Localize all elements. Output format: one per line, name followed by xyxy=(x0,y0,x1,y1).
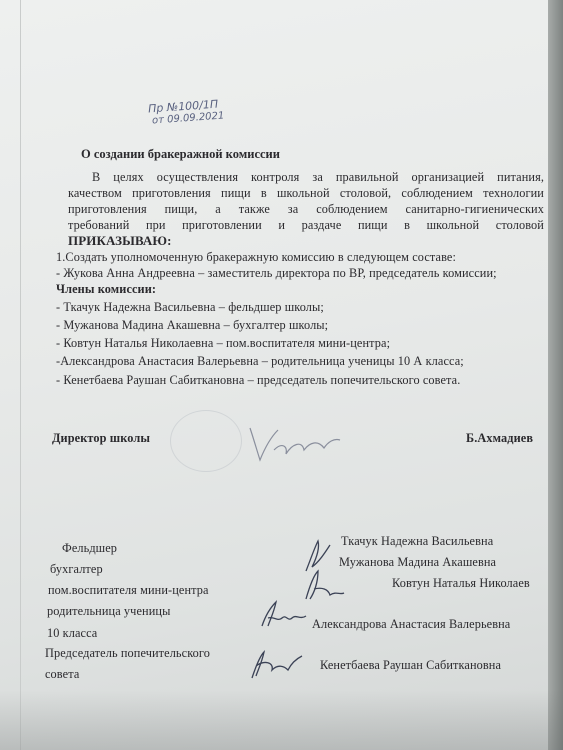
name-2: Мужанова Мадина Акашевна xyxy=(339,555,497,569)
member-line-1: - Ткачук Надежна Васильевна – фельдшер школы; xyxy=(56,300,324,314)
intro-line-2: качеством приготовления пищи в школьной столовой, соблюдением технологии xyxy=(68,186,544,200)
name-5: Кенетбаева Раушан Сабиткановна xyxy=(320,658,502,672)
role-3: пом.воспитателя мини-центра xyxy=(48,583,209,597)
item-1: 1.Создать уполномоченную бракеражную комиссию в следующем составе: xyxy=(56,250,457,264)
signature-muzhanova xyxy=(300,565,360,605)
member-line-3: - Ковтун Наталья Николаевна – пом.воспитателя мини-центра; xyxy=(56,336,391,350)
member-line-5: - Кенетбаева Раушан Сабиткановна – председатель попечительского совета. xyxy=(56,373,461,387)
role-4: родительница ученицы xyxy=(47,604,171,618)
member-line-2: - Мужанова Мадина Акашевна – бухгалтер школы; xyxy=(56,318,329,332)
name-3: Ковтун Наталья Николаев xyxy=(392,576,530,590)
role-7: совета xyxy=(45,667,80,681)
role-5: 10 класса xyxy=(47,626,98,640)
director-label: Директор школы xyxy=(52,431,151,445)
role-6: Председатель попечительского xyxy=(45,646,210,660)
intro-line-1: В целях осуществления контроля за правильной организацией питания, xyxy=(92,170,544,184)
commission-chair: - Жукова Анна Андреевна – заместитель директора по ВР, председатель комиссии; xyxy=(56,266,497,280)
members-heading: Члены комиссии: xyxy=(56,282,157,296)
order-date-handwritten: от 09.09.2021 xyxy=(151,110,225,127)
role-2: бухгалтер xyxy=(50,562,103,576)
member-line-4: -Александрова Анастасия Валерьевна – родительница ученицы 10 А класса; xyxy=(56,354,464,368)
director-signature xyxy=(244,420,344,470)
intro-line-4: требований при приготовлении и раздаче пищи в школьной столовой xyxy=(68,218,544,232)
page-edge-line xyxy=(20,0,21,750)
signature-kenetbaeva xyxy=(244,644,304,684)
background-shadow xyxy=(548,0,563,750)
name-1: Ткачук Надежна Васильевна xyxy=(341,534,494,548)
order-word: ПРИКАЗЫВАЮ: xyxy=(68,233,172,248)
intro-line-3: приготовления пищи, а также за соблюдением санитарно-гигиенических xyxy=(68,202,544,216)
order-number-handwritten: Пр №100/1П xyxy=(147,97,219,116)
role-1: Фельдшер xyxy=(62,541,118,555)
name-4: Александрова Анастасия Валерьевна xyxy=(312,617,511,631)
stamp-impression xyxy=(170,410,242,472)
director-name: Б.Ахмадиев xyxy=(466,431,534,445)
document-title: О создании бракеражной комиссии xyxy=(81,147,280,161)
signature-aleksandrova xyxy=(258,598,308,633)
